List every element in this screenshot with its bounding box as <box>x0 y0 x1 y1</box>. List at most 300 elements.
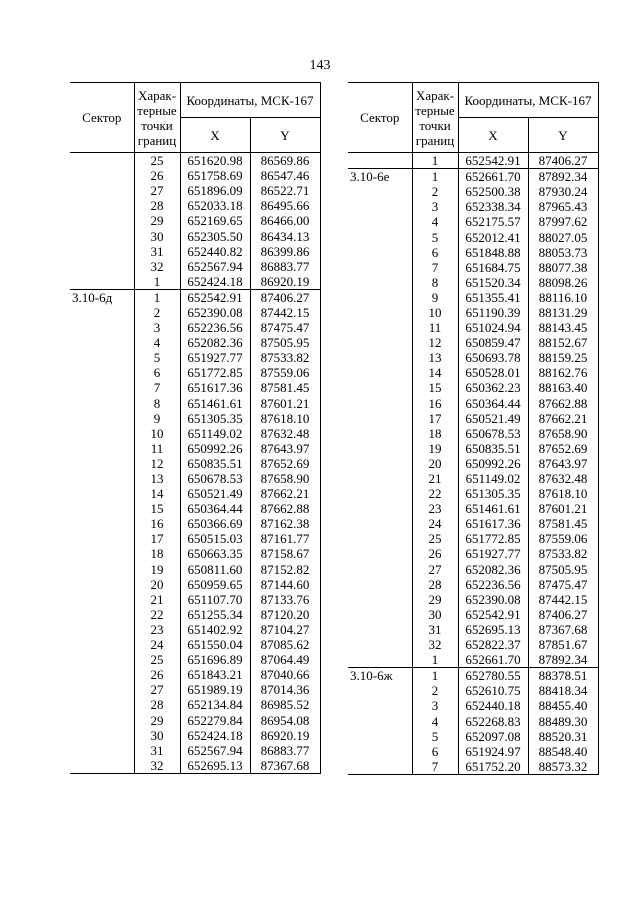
y-cell: 87632.48 <box>250 426 320 441</box>
y-cell: 88143.45 <box>528 320 598 335</box>
sector-cell <box>70 396 134 411</box>
sector-cell <box>70 516 134 531</box>
sector-cell <box>348 275 412 290</box>
point-cell: 28 <box>134 198 180 213</box>
point-cell: 27 <box>134 183 180 198</box>
y-cell: 87581.45 <box>250 380 320 395</box>
table-row <box>70 365 320 380</box>
y-cell: 86920.19 <box>250 274 320 290</box>
sector-cell <box>70 501 134 516</box>
x-cell: 652542.91 <box>458 153 528 169</box>
table-row <box>70 456 320 471</box>
sector-cell <box>348 350 412 365</box>
x-cell: 650663.35 <box>180 546 250 561</box>
y-cell: 87475.47 <box>250 320 320 335</box>
sector-cell <box>70 350 134 365</box>
y-cell: 88162.76 <box>528 365 598 380</box>
point-cell: 14 <box>412 365 458 380</box>
y-cell: 87505.95 <box>528 562 598 577</box>
sector-cell <box>348 290 412 305</box>
point-cell: 4 <box>412 214 458 229</box>
y-cell: 87662.88 <box>528 396 598 411</box>
point-cell: 3 <box>412 199 458 214</box>
sector-cell: 3.10-6д <box>70 289 134 305</box>
point-cell: 3 <box>412 698 458 713</box>
table-row <box>348 531 598 546</box>
point-cell: 22 <box>134 607 180 622</box>
sector-cell <box>348 229 412 244</box>
x-cell: 651402.92 <box>180 622 250 637</box>
y-cell: 87643.97 <box>528 456 598 471</box>
y-cell: 88116.10 <box>528 290 598 305</box>
point-cell: 29 <box>412 592 458 607</box>
table-row <box>70 622 320 637</box>
sector-cell <box>70 244 134 259</box>
table-row <box>348 759 598 775</box>
x-cell: 650859.47 <box>458 335 528 350</box>
x-cell: 651843.21 <box>180 667 250 682</box>
y-cell: 87406.27 <box>528 153 598 169</box>
table-row <box>348 471 598 486</box>
table-body-left <box>70 153 320 774</box>
x-cell: 651772.85 <box>180 365 250 380</box>
table-body-right <box>348 153 598 775</box>
x-cell: 651190.39 <box>458 305 528 320</box>
table-row <box>70 244 320 259</box>
x-cell: 652661.70 <box>458 652 528 668</box>
point-cell: 8 <box>412 275 458 290</box>
point-cell: 30 <box>412 607 458 622</box>
table-row <box>348 607 598 622</box>
table-row <box>70 577 320 592</box>
table-row <box>348 320 598 335</box>
sector-cell <box>70 198 134 213</box>
point-cell: 2 <box>412 683 458 698</box>
x-cell: 652567.94 <box>180 743 250 758</box>
point-cell: 10 <box>134 426 180 441</box>
table-row <box>70 320 320 335</box>
sector-cell <box>348 546 412 561</box>
point-cell: 25 <box>412 531 458 546</box>
sector-cell <box>70 456 134 471</box>
y-cell: 87662.21 <box>250 486 320 501</box>
table-row <box>70 305 320 320</box>
x-cell: 652012.41 <box>458 229 528 244</box>
table-row <box>348 169 598 185</box>
table-row <box>70 562 320 577</box>
x-cell: 652424.18 <box>180 728 250 743</box>
table-row <box>348 562 598 577</box>
point-cell: 31 <box>412 622 458 637</box>
table-row <box>70 667 320 682</box>
header-x: X <box>180 118 250 153</box>
point-cell: 4 <box>134 335 180 350</box>
sector-cell <box>348 531 412 546</box>
table-row <box>348 184 598 199</box>
sector-cell <box>70 531 134 546</box>
table-row <box>348 683 598 698</box>
y-cell: 87997.62 <box>528 214 598 229</box>
y-cell: 87930.24 <box>528 184 598 199</box>
sector-cell <box>70 592 134 607</box>
x-cell: 651896.09 <box>180 183 250 198</box>
point-cell: 5 <box>412 229 458 244</box>
y-cell: 87652.69 <box>250 456 320 471</box>
y-cell: 87014.36 <box>250 682 320 697</box>
table-row <box>70 471 320 486</box>
y-cell: 87533.82 <box>250 350 320 365</box>
point-cell: 21 <box>412 471 458 486</box>
sector-cell <box>70 183 134 198</box>
point-cell: 19 <box>134 562 180 577</box>
y-cell: 88378.51 <box>528 668 598 684</box>
x-cell: 651461.61 <box>180 396 250 411</box>
point-cell: 28 <box>412 577 458 592</box>
point-cell: 1 <box>412 169 458 185</box>
x-cell: 650835.51 <box>180 456 250 471</box>
table-row <box>348 245 598 260</box>
point-cell: 5 <box>134 350 180 365</box>
y-cell: 88077.38 <box>528 260 598 275</box>
table-row <box>70 516 320 531</box>
table-row <box>348 365 598 380</box>
sector-cell <box>70 426 134 441</box>
y-cell: 87851.67 <box>528 637 598 652</box>
y-cell: 87601.21 <box>528 501 598 516</box>
point-cell: 16 <box>134 516 180 531</box>
x-cell: 650528.01 <box>458 365 528 380</box>
x-cell: 651927.77 <box>180 350 250 365</box>
table-row <box>70 637 320 652</box>
point-cell: 1 <box>412 652 458 668</box>
point-cell: 30 <box>134 728 180 743</box>
table-row <box>348 592 598 607</box>
x-cell: 651848.88 <box>458 245 528 260</box>
y-cell: 86522.71 <box>250 183 320 198</box>
x-cell: 652695.13 <box>180 758 250 774</box>
sector-cell <box>348 245 412 260</box>
x-cell: 652440.18 <box>458 698 528 713</box>
table-row <box>348 153 598 169</box>
sector-cell <box>348 592 412 607</box>
point-cell: 30 <box>134 228 180 243</box>
sector-cell <box>348 320 412 335</box>
y-cell: 87104.27 <box>250 622 320 637</box>
sector-cell <box>70 471 134 486</box>
sector-cell <box>348 471 412 486</box>
table-row <box>348 698 598 713</box>
point-cell: 9 <box>412 290 458 305</box>
sector-cell <box>70 607 134 622</box>
point-cell: 21 <box>134 592 180 607</box>
sector-cell <box>348 411 412 426</box>
table-row <box>348 335 598 350</box>
sector-cell <box>348 713 412 728</box>
x-cell: 650364.44 <box>180 501 250 516</box>
x-cell: 650992.26 <box>458 456 528 471</box>
point-cell: 19 <box>412 441 458 456</box>
x-cell: 650811.60 <box>180 562 250 577</box>
x-cell: 651461.61 <box>458 501 528 516</box>
point-cell: 1 <box>412 153 458 169</box>
x-cell: 652424.18 <box>180 274 250 290</box>
y-cell: 88548.40 <box>528 744 598 759</box>
point-cell: 3 <box>134 320 180 335</box>
sector-cell <box>70 667 134 682</box>
table-row <box>348 426 598 441</box>
table-row <box>70 426 320 441</box>
y-cell: 87040.66 <box>250 667 320 682</box>
x-cell: 652500.38 <box>458 184 528 199</box>
y-cell: 87406.27 <box>250 289 320 305</box>
sector-cell <box>70 712 134 727</box>
y-cell: 88152.67 <box>528 335 598 350</box>
point-cell: 6 <box>412 245 458 260</box>
x-cell: 651684.75 <box>458 260 528 275</box>
x-cell: 651305.35 <box>180 411 250 426</box>
x-cell: 652338.34 <box>458 199 528 214</box>
y-cell: 88520.31 <box>528 729 598 744</box>
y-cell: 86399.86 <box>250 244 320 259</box>
x-cell: 652390.08 <box>180 305 250 320</box>
point-cell: 31 <box>134 743 180 758</box>
table-row <box>348 229 598 244</box>
y-cell: 87559.06 <box>250 365 320 380</box>
table-row <box>70 168 320 183</box>
sector-cell <box>348 456 412 471</box>
point-cell: 32 <box>134 259 180 274</box>
point-cell: 26 <box>412 546 458 561</box>
x-cell: 651989.19 <box>180 682 250 697</box>
x-cell: 650366.69 <box>180 516 250 531</box>
table-row <box>348 290 598 305</box>
y-cell: 86985.52 <box>250 697 320 712</box>
sector-cell <box>348 637 412 652</box>
point-cell: 32 <box>134 758 180 774</box>
sector-cell <box>70 228 134 243</box>
x-cell: 652567.94 <box>180 259 250 274</box>
y-cell: 87662.88 <box>250 501 320 516</box>
x-cell: 650515.03 <box>180 531 250 546</box>
table-row <box>70 486 320 501</box>
y-cell: 87144.60 <box>250 577 320 592</box>
y-cell: 87161.77 <box>250 531 320 546</box>
table-row <box>348 275 598 290</box>
point-cell: 11 <box>412 320 458 335</box>
x-cell: 652268.83 <box>458 713 528 728</box>
sector-cell <box>348 396 412 411</box>
x-cell: 651550.04 <box>180 637 250 652</box>
sector-cell <box>70 486 134 501</box>
table-row <box>348 350 598 365</box>
point-cell: 23 <box>412 501 458 516</box>
x-cell: 652082.36 <box>180 335 250 350</box>
sector-cell <box>70 320 134 335</box>
table-row <box>70 607 320 622</box>
x-cell: 652134.84 <box>180 697 250 712</box>
x-cell: 651520.34 <box>458 275 528 290</box>
table-row <box>70 198 320 213</box>
y-cell: 87533.82 <box>528 546 598 561</box>
table-row <box>348 501 598 516</box>
y-cell: 87152.82 <box>250 562 320 577</box>
sector-cell <box>348 622 412 637</box>
table-row <box>348 214 598 229</box>
table-row <box>70 289 320 305</box>
point-cell: 27 <box>134 682 180 697</box>
x-cell: 650678.53 <box>458 426 528 441</box>
y-cell: 86466.00 <box>250 213 320 228</box>
x-cell: 652695.13 <box>458 622 528 637</box>
table-row <box>348 199 598 214</box>
y-cell: 87064.49 <box>250 652 320 667</box>
y-cell: 86883.77 <box>250 743 320 758</box>
header-coords: Координаты, МСК-167 <box>180 83 320 118</box>
y-cell: 87133.76 <box>250 592 320 607</box>
point-cell: 1 <box>412 668 458 684</box>
point-cell: 23 <box>134 622 180 637</box>
y-cell: 87085.62 <box>250 637 320 652</box>
table-row <box>70 153 320 169</box>
table-row <box>348 380 598 395</box>
point-cell: 31 <box>134 244 180 259</box>
sector-cell <box>70 546 134 561</box>
sector-cell: 3.10-6ж <box>348 668 412 684</box>
table-row <box>70 411 320 426</box>
table-row <box>70 652 320 667</box>
x-cell: 652169.65 <box>180 213 250 228</box>
sector-cell <box>70 728 134 743</box>
table-row <box>70 380 320 395</box>
sector-cell <box>348 365 412 380</box>
y-cell: 86547.46 <box>250 168 320 183</box>
header-coords: Координаты, МСК-167 <box>458 83 598 118</box>
y-cell: 87601.21 <box>250 396 320 411</box>
y-cell: 87658.90 <box>528 426 598 441</box>
x-cell: 652175.57 <box>458 214 528 229</box>
table-row <box>348 441 598 456</box>
header-y: Y <box>528 118 598 153</box>
y-cell: 86434.13 <box>250 228 320 243</box>
sector-cell <box>348 260 412 275</box>
point-cell: 4 <box>412 713 458 728</box>
sector-cell <box>348 335 412 350</box>
y-cell: 87892.34 <box>528 652 598 668</box>
x-cell: 652279.84 <box>180 712 250 727</box>
x-cell: 651772.85 <box>458 531 528 546</box>
coordinates-table-right <box>348 82 599 775</box>
x-cell: 650959.65 <box>180 577 250 592</box>
table-row <box>70 697 320 712</box>
point-cell: 6 <box>134 365 180 380</box>
header-sector: Сектор <box>70 83 134 153</box>
y-cell: 88418.34 <box>528 683 598 698</box>
point-cell: 22 <box>412 486 458 501</box>
x-cell: 652440.82 <box>180 244 250 259</box>
point-cell: 8 <box>134 396 180 411</box>
sector-cell <box>348 744 412 759</box>
point-cell: 18 <box>412 426 458 441</box>
table-row <box>70 592 320 607</box>
table-row <box>348 668 598 684</box>
y-cell: 86883.77 <box>250 259 320 274</box>
sector-cell <box>70 622 134 637</box>
x-cell: 650678.53 <box>180 471 250 486</box>
y-cell: 87162.38 <box>250 516 320 531</box>
x-cell: 650362.23 <box>458 380 528 395</box>
sector-cell <box>70 274 134 290</box>
point-cell: 20 <box>412 456 458 471</box>
x-cell: 651255.34 <box>180 607 250 622</box>
sector-cell <box>70 697 134 712</box>
table-row <box>70 213 320 228</box>
table-row <box>348 744 598 759</box>
table-row <box>348 622 598 637</box>
sector-cell <box>70 562 134 577</box>
sector-cell <box>348 577 412 592</box>
x-cell: 650521.49 <box>458 411 528 426</box>
sector-cell <box>70 758 134 774</box>
x-cell: 652033.18 <box>180 198 250 213</box>
y-cell: 88098.26 <box>528 275 598 290</box>
table-row <box>348 396 598 411</box>
table-row <box>348 411 598 426</box>
y-cell: 87505.95 <box>250 335 320 350</box>
point-cell: 2 <box>134 305 180 320</box>
sector-cell <box>348 153 412 169</box>
header-sector: Сектор <box>348 83 412 153</box>
y-cell: 87581.45 <box>528 516 598 531</box>
y-cell: 87475.47 <box>528 577 598 592</box>
y-cell: 86920.19 <box>250 728 320 743</box>
y-cell: 88163.40 <box>528 380 598 395</box>
table-row <box>70 682 320 697</box>
y-cell: 87652.69 <box>528 441 598 456</box>
table-row <box>348 305 598 320</box>
x-cell: 651696.89 <box>180 652 250 667</box>
x-cell: 652610.75 <box>458 683 528 698</box>
x-cell: 651752.20 <box>458 759 528 775</box>
y-cell: 87406.27 <box>528 607 598 622</box>
y-cell: 86954.08 <box>250 712 320 727</box>
table-row <box>70 350 320 365</box>
sector-cell <box>70 743 134 758</box>
table-row <box>348 516 598 531</box>
sector-cell <box>70 168 134 183</box>
table-row <box>70 228 320 243</box>
sector-cell <box>70 577 134 592</box>
x-cell: 652236.56 <box>458 577 528 592</box>
coordinates-table-left <box>70 82 321 774</box>
sector-cell <box>70 365 134 380</box>
x-cell: 651620.98 <box>180 153 250 169</box>
y-cell: 87618.10 <box>528 486 598 501</box>
y-cell: 87618.10 <box>250 411 320 426</box>
sector-cell <box>348 501 412 516</box>
x-cell: 651927.77 <box>458 546 528 561</box>
point-cell: 10 <box>412 305 458 320</box>
y-cell: 86495.66 <box>250 198 320 213</box>
point-cell: 28 <box>134 697 180 712</box>
sector-cell <box>348 516 412 531</box>
table-row <box>348 729 598 744</box>
sector-cell <box>348 184 412 199</box>
point-cell: 17 <box>412 411 458 426</box>
point-cell: 7 <box>412 260 458 275</box>
table-row <box>70 546 320 561</box>
header-x: X <box>458 118 528 153</box>
sector-cell <box>348 729 412 744</box>
